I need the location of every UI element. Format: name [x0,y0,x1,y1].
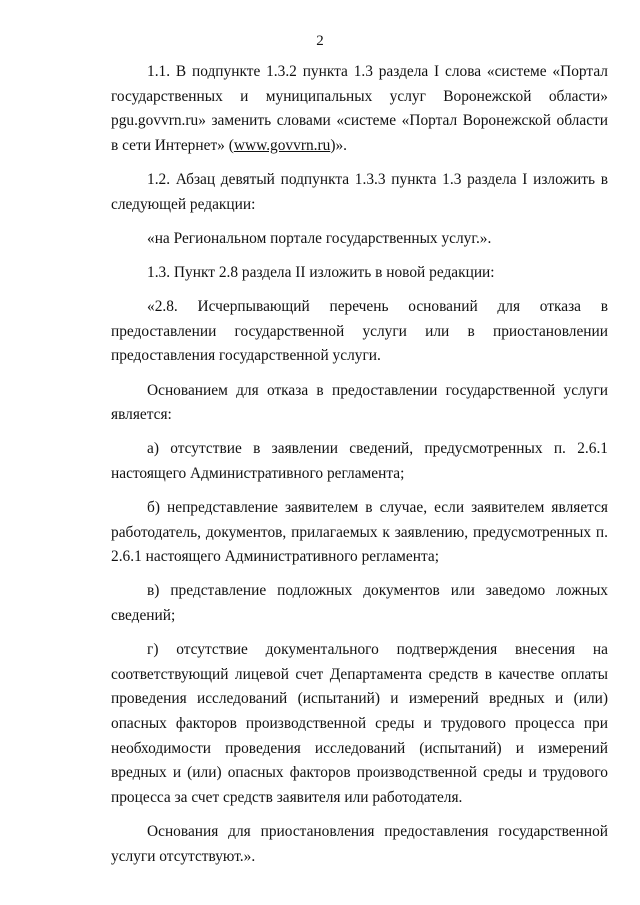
paragraph-p4 [111,261,608,286]
paragraph-p9 [111,579,608,628]
paragraph-text: 1.3. Пункт 2.8 раздела II изложить в новой редакции: [147,263,495,281]
paragraph-text: )». [330,136,347,154]
paragraph-p3 [111,227,608,252]
paragraph-text: Основания для приостановления предоставления государственной услуги отсутствуют.». [111,822,608,865]
paragraph-text: «2.8. Исчерпывающий перечень оснований для отказа в предоставлении государственной услуги или в приостановлении предоставления государственной услуги. [111,298,608,365]
paragraph-p11 [111,820,608,869]
paragraph-text: «на Региональном портале государственных услуг.». [147,229,492,247]
paragraph-p8 [111,496,608,570]
paragraph-text: 1.1. В подпункте 1.3.2 пункта 1.3 раздела I слова «системе «Портал государственных и муниципальных услуг Воронежской области» pgu.govvrn.ru» заменить словами «системе «Портал Воронежской области в сети Интернет» ( [111,63,608,154]
paragraph-p10 [111,638,608,810]
url-link-text: www.govvrn.ru [233,136,331,154]
page-number: 2 [316,33,324,49]
paragraph-text: 1.2. Абзац девятый подпункта 1.3.3 пункта 1.3 раздела I изложить в следующей редакции: [111,170,608,213]
paragraph-text: б) непредставление заявителем в случае, если заявителем является работодатель, документов, прилагаемых к заявлению, предусмотренных п. 2.6.1 настоящего Административного регламента; [111,499,608,566]
document-body [111,60,608,879]
paragraph-p5 [111,295,608,369]
paragraph-p6 [111,379,608,428]
paragraph-text: а) отсутствие в заявлении сведений, предусмотренных п. 2.6.1 настоящего Административного регламента; [111,440,608,482]
paragraph-p2 [111,168,608,217]
paragraph-text: Основанием для отказа в предоставлении государственной услуги является: [111,381,608,424]
paragraph-p7 [111,437,608,486]
paragraph-text: в) представление подложных документов или заведомо ложных сведений; [111,582,608,625]
paragraph-p1 [111,60,608,158]
paragraph-text: г) отсутствие документального подтверждения внесения на соответствующий лицевой счет Департамента средств в качестве оплаты проведения исследований (испытаний) и измерений вредных и (или) опасных факторов производственной среды и трудового процесса при необходимости проведения исследований (испытаний) и измерений вредных и (или) опасных факторов производственной среды и трудового процесса за счет средств заявителя или работодателя. [111,641,608,806]
